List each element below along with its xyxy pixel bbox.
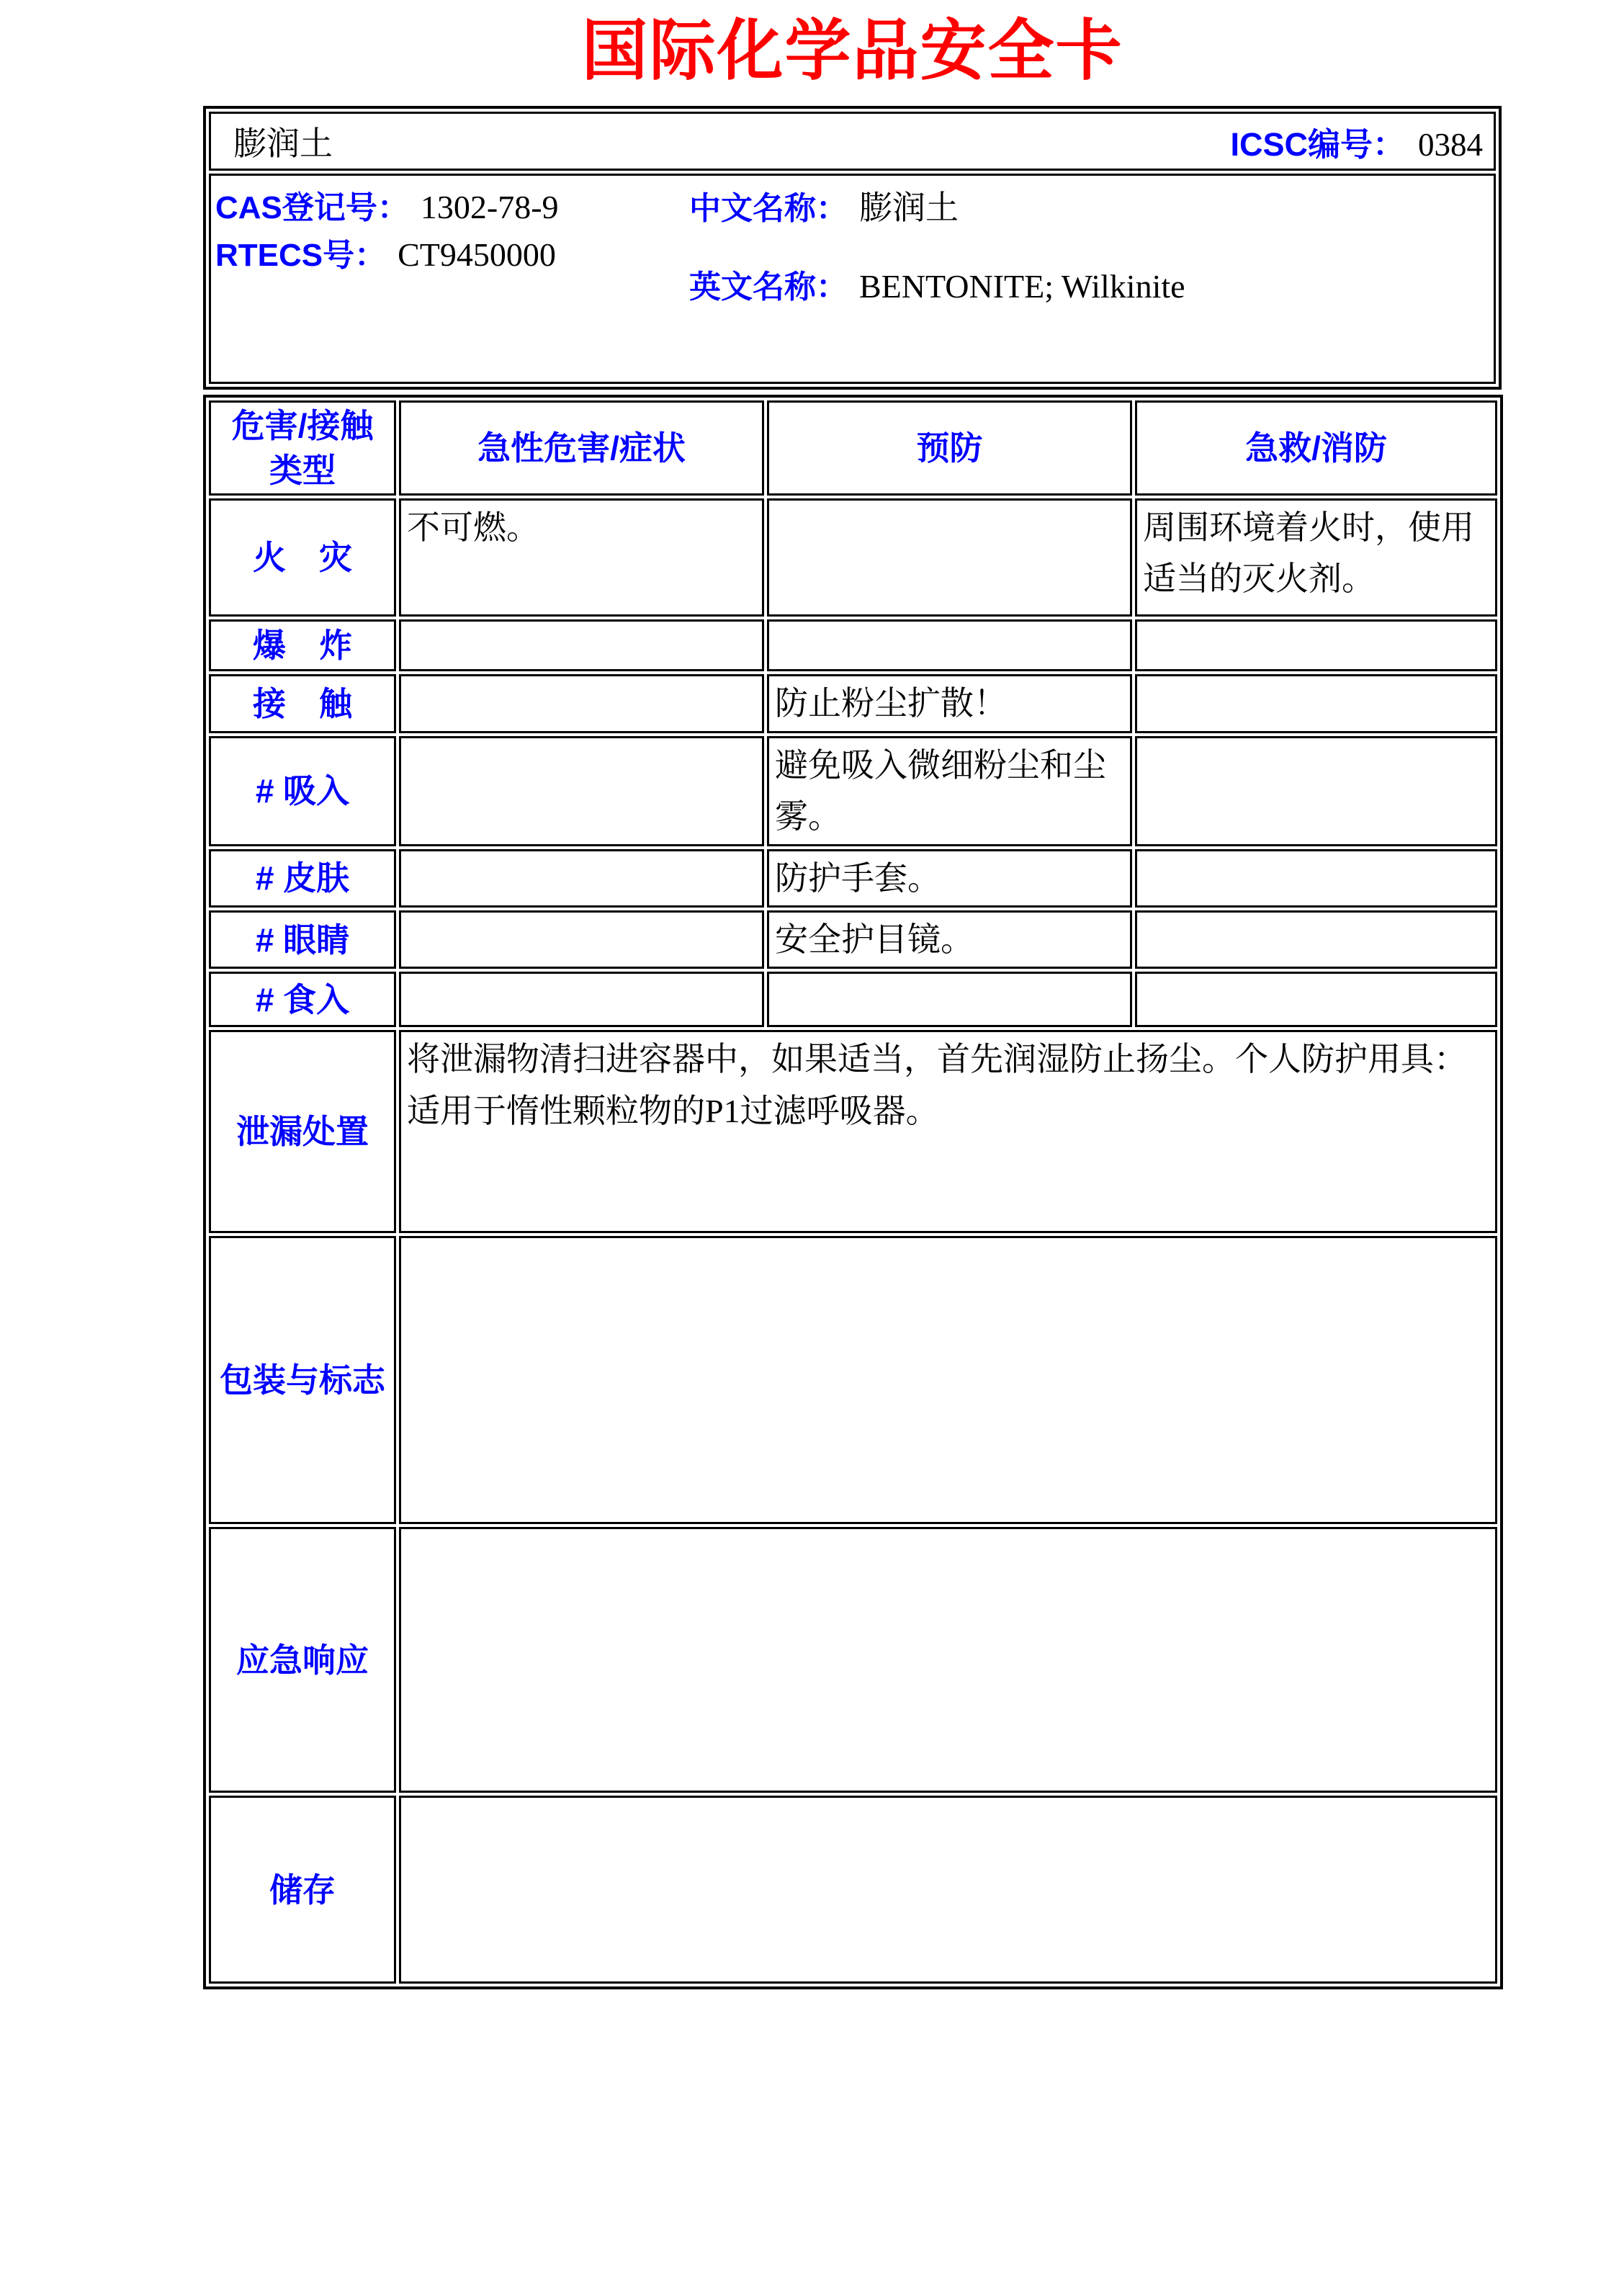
skin-row-label: # 皮肤 xyxy=(209,849,396,908)
ingestion-row-label: # 食入 xyxy=(209,972,396,1027)
explosion-row xyxy=(209,619,1497,671)
contact-acute-hazards-cell xyxy=(399,674,764,733)
ingestion-acute-hazards-cell xyxy=(399,972,764,1027)
explosion-prevention-cell xyxy=(767,619,1132,671)
emergency-response-content xyxy=(399,1527,1497,1793)
fire-row xyxy=(209,498,1497,617)
packaging-labelling-row xyxy=(209,1236,1497,1524)
explosion-acute-hazards-cell xyxy=(399,619,764,671)
fire-row-label: 火 灾 xyxy=(209,498,396,617)
packaging-labelling-content xyxy=(399,1236,1497,1524)
contact-prevention-cell: 防止粉尘扩散！ xyxy=(767,674,1132,733)
substance-name-row xyxy=(209,112,1496,171)
inhalation-row-label: # 吸入 xyxy=(209,736,396,846)
header-hazard-type-line1: 危害/接触 xyxy=(231,407,374,444)
icsc-label: ICSC编号： xyxy=(1230,125,1405,163)
registration-row xyxy=(209,174,1496,384)
hazard-header-row xyxy=(209,400,1497,496)
inhalation-prevention-cell: 避免吸入微细粉尘和尘雾。 xyxy=(767,736,1132,846)
substance-name: 膨润土 xyxy=(233,125,333,162)
explosion-row-label: 爆 炸 xyxy=(209,619,396,671)
storage-row xyxy=(209,1796,1497,1984)
ingestion-fighting-cell xyxy=(1135,972,1497,1027)
spill-disposal-label: 泄漏处置 xyxy=(209,1030,396,1233)
eyes-row-label: # 眼睛 xyxy=(209,910,396,969)
eyes-fighting-cell xyxy=(1135,910,1497,969)
english-name-label: 英文名称： xyxy=(689,269,848,305)
substance-name-cell xyxy=(209,112,1496,171)
emergency-response-row xyxy=(209,1527,1497,1793)
cas-value: 1302-78-9 xyxy=(420,189,559,225)
skin-row xyxy=(209,849,1497,908)
skin-prevention-cell: 防护手套。 xyxy=(767,849,1132,908)
header-hazard-type xyxy=(209,400,396,496)
inhalation-fighting-cell xyxy=(1135,736,1497,846)
rtecs-number-line xyxy=(215,229,556,275)
eyes-prevention-cell: 安全护目镜。 xyxy=(767,910,1132,969)
explosion-fighting-cell xyxy=(1135,619,1497,671)
chinese-name-line xyxy=(689,182,959,229)
emergency-response-label: 应急响应 xyxy=(209,1527,396,1793)
cas-label: CAS登记号： xyxy=(215,190,409,225)
spill-disposal-row xyxy=(209,1030,1497,1233)
ingestion-prevention-cell xyxy=(767,972,1132,1027)
identity-table xyxy=(203,106,1502,390)
storage-content xyxy=(399,1796,1497,1984)
registration-cell xyxy=(209,174,1496,384)
contact-fighting-cell xyxy=(1135,674,1497,733)
fire-fighting-cell: 周围环境着火时，使用适当的灭火剂。 xyxy=(1135,498,1497,617)
packaging-labelling-label: 包装与标志 xyxy=(209,1236,396,1524)
storage-label: 储存 xyxy=(209,1796,396,1984)
rtecs-label: RTECS号： xyxy=(215,238,387,273)
english-name-value: BENTONITE; Wilkinite xyxy=(859,268,1185,305)
header-hazard-type-line2: 类型 xyxy=(269,452,336,490)
ingestion-row xyxy=(209,972,1497,1027)
hazard-table xyxy=(203,395,1503,1989)
header-acute-hazards: 急性危害/症状 xyxy=(399,400,764,496)
eyes-acute-hazards-cell xyxy=(399,910,764,969)
contact-row-label: 接 触 xyxy=(209,674,396,733)
inhalation-row xyxy=(209,736,1497,846)
chinese-name-label: 中文名称： xyxy=(689,191,848,226)
english-name-line xyxy=(689,261,1185,307)
header-prevention: 预防 xyxy=(767,400,1132,496)
page-title: 国际化学品安全卡 xyxy=(581,12,1123,89)
icsc-number: 0384 xyxy=(1418,126,1483,163)
header-fire-fighting: 急救/消防 xyxy=(1135,400,1497,496)
rtecs-value: CT9450000 xyxy=(398,236,556,273)
icsc-number-group xyxy=(1230,118,1483,165)
fire-acute-hazards-cell: 不可燃。 xyxy=(399,498,764,617)
eyes-row xyxy=(209,910,1497,969)
spill-disposal-content: 将泄漏物清扫进容器中，如果适当，首先润湿防止扬尘。个人防护用具：适用于惰性颗粒物的P1过滤呼吸器。 xyxy=(399,1030,1497,1233)
contact-row xyxy=(209,674,1497,733)
skin-fighting-cell xyxy=(1135,849,1497,908)
fire-prevention-cell xyxy=(767,498,1132,617)
chinese-name-value: 膨润土 xyxy=(859,189,959,226)
skin-acute-hazards-cell xyxy=(399,849,764,908)
inhalation-acute-hazards-cell xyxy=(399,736,764,846)
safety-card xyxy=(203,106,1502,1989)
cas-number-line xyxy=(215,182,559,228)
